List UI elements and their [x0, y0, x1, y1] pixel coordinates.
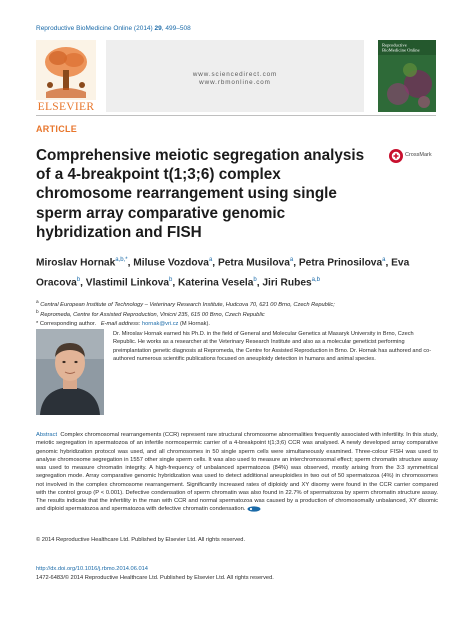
cover-title-line2: BioMedicine Online — [382, 47, 420, 53]
url-rbmonline[interactable]: www.rbmonline.com — [199, 79, 271, 86]
journal-cover-thumbnail[interactable] — [378, 40, 436, 112]
author-name[interactable]: Petra Musilova — [217, 257, 290, 269]
author-affiliation-mark: b — [169, 276, 173, 283]
copyright-notice: © 2014 Reproductive Healthcare Ltd. Published by Elsevier Ltd. All rights reserved. — [36, 537, 246, 543]
author-separator: , — [212, 257, 218, 269]
author-separator: , — [172, 277, 179, 289]
author-separator: , — [293, 257, 299, 269]
author-biography: Dr. Miroslav Hornak earned his Ph.D. in the field of General and Molecular Genetics at Masaryk University in Brno, Czech Republic. He works as a researcher at the Veterinary Research Institute and also as a molecular geneticist performing preimplantation genetic diagnosis at Repromeda, the Centre for Assisted Reproduction in Brno. Dr. Hornak has authored and co-authored numerous scientific publications focused on aneuploidy detection in humans and animal species. — [113, 331, 432, 363]
elsevier-tree-icon — [36, 40, 96, 100]
journal-year: (2014) — [133, 25, 153, 32]
author-affiliation-mark: a — [208, 257, 213, 263]
author-affiliation-mark: a,b — [311, 276, 320, 283]
author-photo — [36, 329, 104, 415]
author-name[interactable]: Jiri Rubes — [262, 277, 312, 289]
journal-name: Reproductive BioMedicine Online — [36, 25, 133, 32]
affiliation-b: $^b$ Repromeda, Centre for Assisted Reproduction, Vinicni 235, 615 00 Brno, Czech Republic — [36, 310, 265, 319]
journal-urls — [106, 71, 364, 87]
corresponding-author: * Corresponding author. E-mail address: hornak@vri.cz (M Hornak). — [36, 320, 211, 327]
author-name[interactable]: Miluse Vozdova — [133, 257, 209, 269]
author-name[interactable]: Katerina Vesela — [178, 277, 254, 289]
affiliation-a: $^a$ Central European Institute of Technology – Veterinary Research Institute, Hudcova 70, 621 00 Brno, Czech Republic; — [36, 300, 335, 308]
elsevier-wordmark: ELSEVIER — [37, 101, 95, 113]
author-separator: , — [80, 277, 86, 289]
author-name[interactable]: Eva Oracova — [36, 257, 410, 289]
abstract-text: Complex chromosomal rearrangements (CCR) represent rare structural chromosome abnormalities frequently associated with infertility. In this study, meiotic segregation in spermatozoa of an infertile normospermic carrier of a 4-breakpoint t(1;3;6) CCR was analysed. A newly developed array comparative genomic hybridization protocol was used, and all chromosomes in 50 single sperm cells were simultaneously examined. Three-colour FISH was used to analyse chromosome segregation in 1557 other single sperm cells. It was also used to measure an interchromosomal effect; sperm chromatin structure assay was used to measure chromatin integrity. A high-frequency of unbalanced spermatozoa (84%) was observed, mostly arising from the 3:3 symmetrical segregation mode. Array comparative genomic hybridization was used to detect additional aneuploidies in two out of 50 spermatozoa (4%) in chromosomes not involved in the complex chromosome rearrangement. Significantly increased rates of diploidy and XY disomy were found in the CCR carrier compared with the control group (P < 0.001). Defective condensation of sperm chromatin was also found in 22.7% of spermatozoa by sperm chromatin structure assay. The results indicate that the infertility in the man with CCR and normal spermatozoa was caused by a production of chromosomally unbalanced, XY disomic and diploid spermatozoa and spermatozoa with defective chromatin condensation. — [36, 432, 438, 513]
issn-copyright-line: 1472-6483/© 2014 Reproductive Healthcare Ltd. Published by Elsevier Ltd. All rights reserved. — [36, 575, 274, 581]
author-affiliation-mark: a — [289, 257, 294, 263]
journal-url-box — [106, 40, 364, 112]
author-separator: , — [385, 257, 392, 269]
author-separator: , — [256, 277, 263, 289]
abstract — [36, 431, 438, 514]
author-name[interactable]: Miroslav Hornak — [36, 257, 116, 269]
journal-cover-image — [378, 40, 436, 112]
article-title: Comprehensive meiotic segregation analysis of a 4-breakpoint t(1;3;6) complex chromosome rearrangement using single sperm array comparative genomic hybridization and FISH — [36, 147, 365, 241]
article-type-label: ARTICLE — [36, 124, 78, 134]
author-affiliation-mark: b — [253, 276, 257, 283]
author-name[interactable]: Petra Prinosilova — [298, 257, 383, 269]
author-affiliation-mark: a — [382, 257, 386, 263]
rbmo-logo-icon — [247, 506, 261, 512]
author-portrait-image — [36, 329, 104, 415]
author-affiliation-mark: a,b,* — [115, 257, 128, 263]
author-list — [36, 252, 440, 292]
author-email-link[interactable]: hornak@vri.cz — [141, 320, 179, 327]
affiliations — [36, 299, 440, 329]
doi-link[interactable]: http://dx.doi.org/10.1016/j.rbmo.2014.06.014 — [36, 566, 148, 572]
crossmark-badge[interactable] — [388, 148, 438, 164]
header-divider — [36, 115, 436, 116]
cover-title-line1: Reproductive — [382, 42, 407, 48]
journal-volume: 29 — [154, 25, 162, 32]
author-separator: , — [127, 257, 134, 269]
author-affiliation-mark: b — [76, 276, 81, 283]
url-sciencedirect[interactable]: www.sciencedirect.com — [192, 71, 278, 78]
elsevier-logo[interactable] — [36, 40, 96, 112]
crossmark-label: CrossMark — [405, 152, 432, 158]
author-name[interactable]: Vlastimil Linkova — [85, 277, 170, 289]
abstract-label: Abstract — [36, 432, 58, 438]
journal-pages: , 499–508 — [161, 25, 191, 32]
journal-reference — [36, 25, 191, 32]
